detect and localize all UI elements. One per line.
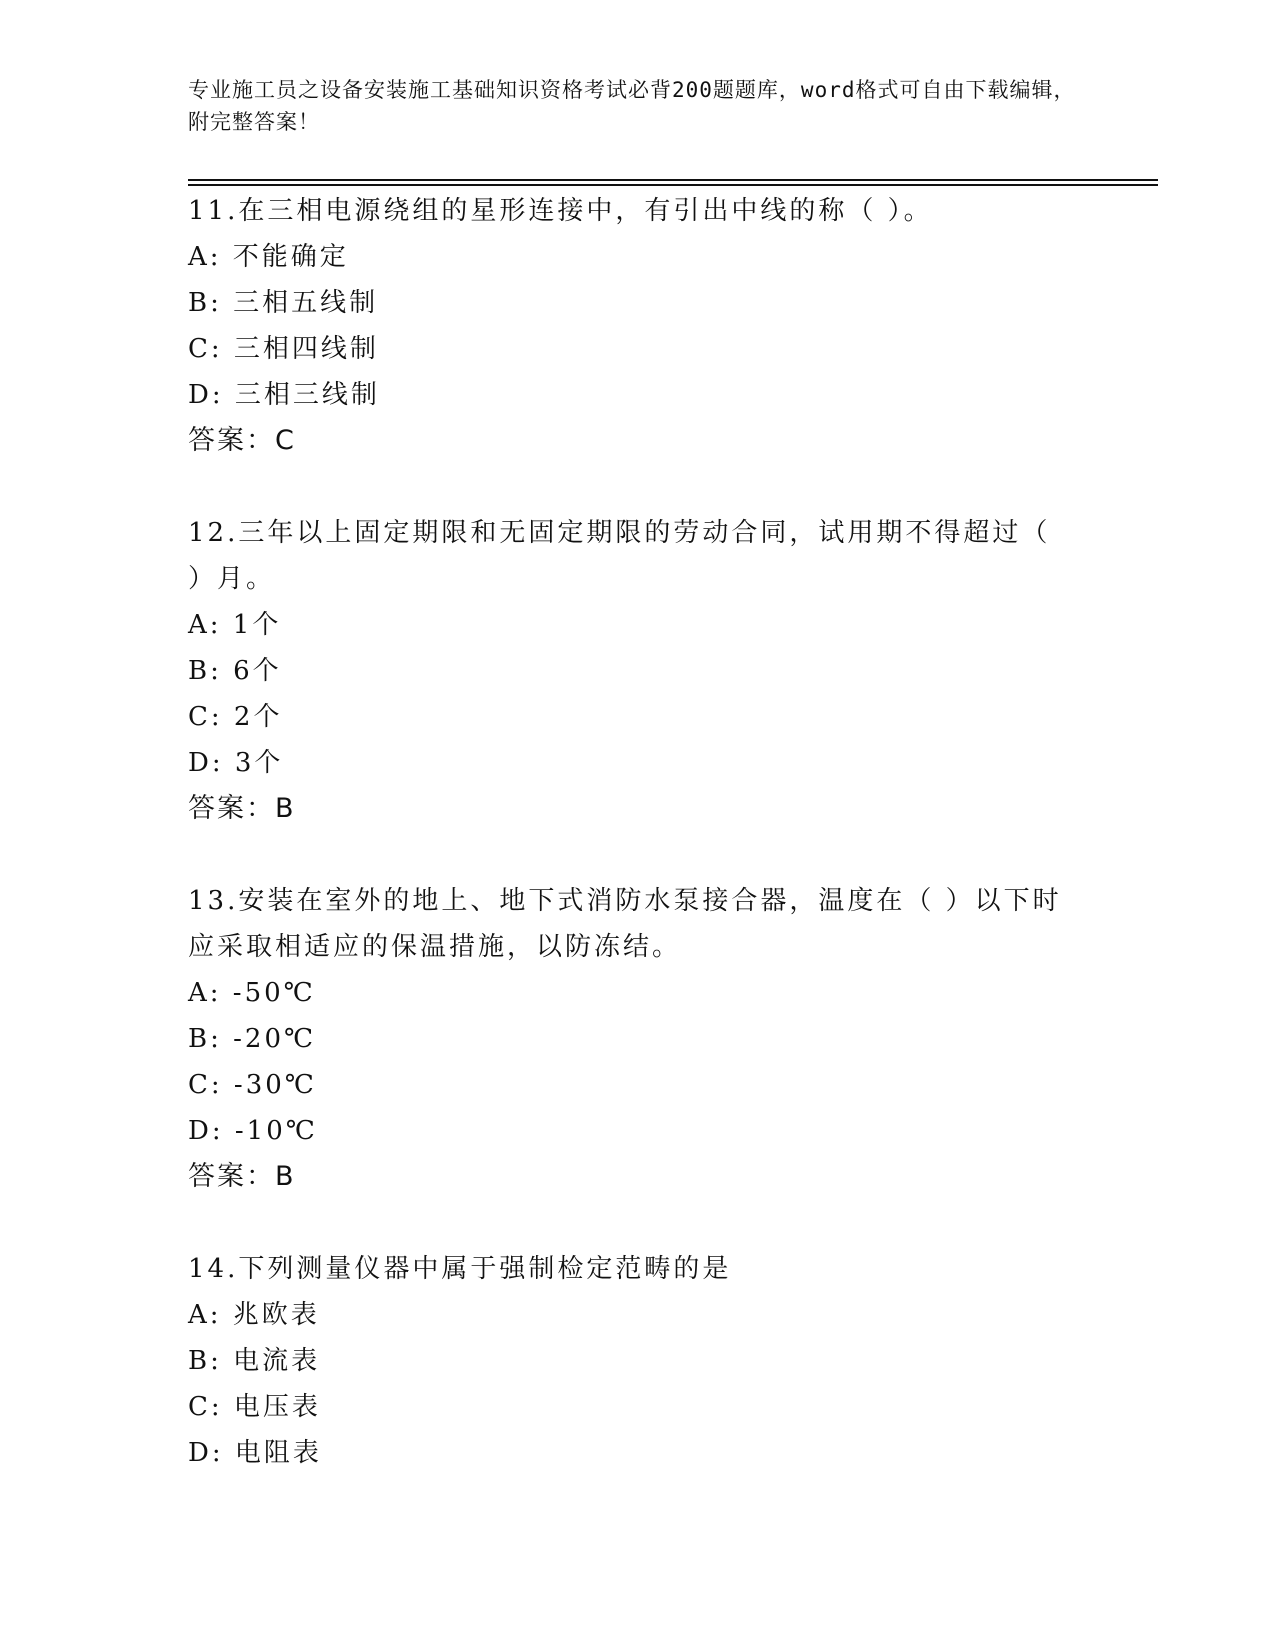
question-list — [188, 188, 1068, 1476]
option-d: D: 电阻表 — [188, 1438, 322, 1468]
option-b: B: 6个 — [188, 656, 282, 686]
option-a: A: 1个 — [188, 610, 282, 640]
answer-text: 答案：B — [188, 1161, 296, 1192]
option-b: B: 三相五线制 — [188, 288, 379, 318]
question-item — [188, 878, 1068, 1200]
answer-text: 答案：C — [188, 425, 296, 456]
option-a: A: -50℃ — [188, 978, 316, 1008]
option-d: D: 3个 — [188, 748, 284, 778]
option-d: D: -10℃ — [188, 1116, 318, 1146]
question-item — [188, 188, 1068, 464]
option-d: D: 三相三线制 — [188, 380, 380, 410]
answer-text: 答案：B — [188, 793, 296, 824]
option-a: A: 兆欧表 — [188, 1300, 320, 1330]
header-divider-bottom — [188, 184, 1158, 186]
document-header: 专业施工员之设备安装施工基础知识资格考试必背200题题库，word格式可自由下载编辑，附完整答案！ — [188, 78, 1076, 134]
question-item — [188, 1246, 1068, 1476]
question-item — [188, 510, 1068, 832]
question-stem: 11.在三相电源绕组的星形连接中，有引出中线的称（ ）。 — [188, 196, 933, 226]
header-divider-top — [188, 179, 1158, 181]
option-b: B: 电流表 — [188, 1346, 321, 1376]
option-c: C: -30℃ — [188, 1070, 317, 1100]
option-a: A: 不能确定 — [188, 242, 349, 272]
option-c: C: 2个 — [188, 702, 283, 732]
option-c: C: 电压表 — [188, 1392, 321, 1422]
question-stem: 14.下列测量仪器中属于强制检定范畴的是 — [188, 1254, 732, 1284]
option-c: C: 三相四线制 — [188, 334, 379, 364]
question-stem: 13.安装在室外的地上、地下式消防水泵接合器，温度在（ ）以下时应采取相适应的保温措施，以防冻结。 — [188, 886, 1062, 962]
question-stem: 12.三年以上固定期限和无固定期限的劳动合同，试用期不得超过（ ）月。 — [188, 518, 1051, 594]
option-b: B: -20℃ — [188, 1024, 317, 1054]
